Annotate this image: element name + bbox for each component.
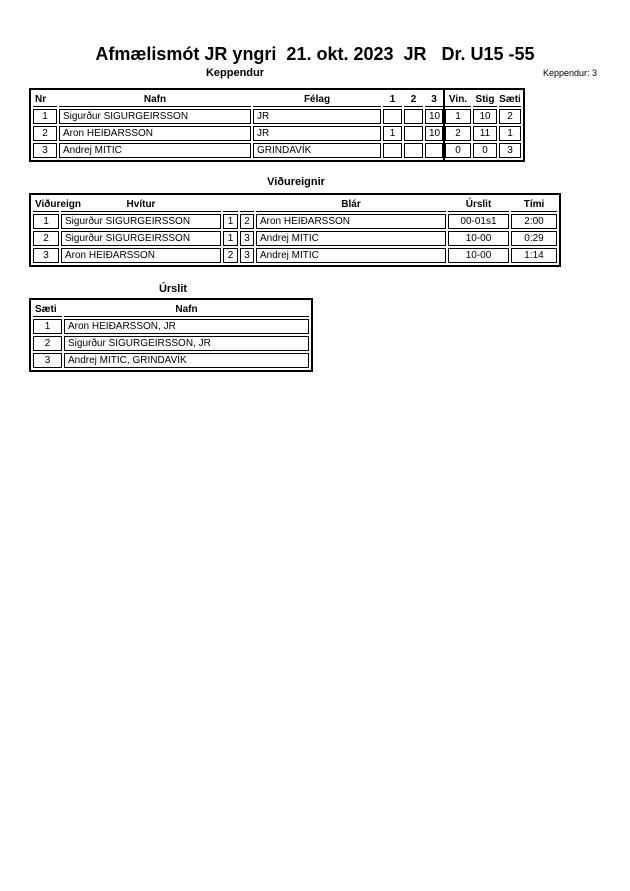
urslit-table [29,298,313,372]
cell-round3: 10 [425,109,443,124]
cell-blar: Aron HEIÐARSSON [256,214,446,229]
cell-round3: 10 [425,126,443,141]
keppendur-section-title: Keppendur [205,67,265,79]
cell-vin: 0 [445,143,471,158]
table-row [33,353,309,368]
cell-saeti: 3 [33,353,62,368]
cell-saeti: 3 [499,143,521,158]
cell-match-nr: 2 [33,231,59,246]
cell-round3 [425,143,443,158]
cell-felag: GRINDAVÍK [253,143,381,158]
col-header-hvitur: Hvítur [61,197,221,212]
cell-nr: 3 [33,143,57,158]
col-header-blar-nr [240,197,254,212]
cell-round2 [404,143,423,158]
cell-felag: JR [253,126,381,141]
cell-saeti: 2 [33,336,62,351]
competitor-count-label: Keppendur: 3 [542,68,597,78]
cell-saeti: 2 [499,109,521,124]
col-header-stig: Stig [473,92,497,107]
table-row [33,248,557,263]
cell-hvitur: Sigurður SIGURGEIRSSON [61,231,221,246]
table-row [33,126,521,141]
header-row [33,197,557,212]
cell-timi: 0:29 [511,231,557,246]
cell-hvitur: Sigurður SIGURGEIRSSON [61,214,221,229]
page-title: Afmælismót JR yngri 21. okt. 2023 JR Dr. U15 -55 [95,44,535,64]
cell-nafn: Sigurður SIGURGEIRSSON, JR [64,336,309,351]
cell-blar: Andrej MITIC [256,248,446,263]
cell-match-nr: 3 [33,248,59,263]
urslit-table-grid [29,298,313,372]
col-header-timi: Tími [511,197,557,212]
col-header-saeti: Sæti [33,302,62,317]
cell-nafn: Aron HEIÐARSSON, JR [64,319,309,334]
cell-hvitur-nr: 2 [223,248,238,263]
cell-vin: 1 [445,109,471,124]
cell-blar: Andrej MITIC [256,231,446,246]
cell-blar-nr: 3 [240,231,254,246]
table-row [33,231,557,246]
cell-hvitur-nr: 1 [223,231,238,246]
cell-stig: 10 [473,109,497,124]
cell-round2 [404,126,423,141]
table-row [33,214,557,229]
col-header-saeti: Sæti [499,92,521,107]
cell-urslit: 10-00 [448,231,509,246]
cell-stig: 11 [473,126,497,141]
col-header-vidureign: Viðureign [33,197,59,212]
cell-round1: 1 [383,126,402,141]
urslit-section-title: Úrslit [158,283,188,295]
cell-round1 [383,143,402,158]
cell-round1 [383,109,402,124]
col-header-round3: 3 [425,92,443,107]
vidureignir-table-grid [29,193,561,267]
cell-hvitur-nr: 1 [223,214,238,229]
cell-round2 [404,109,423,124]
header-row [33,302,309,317]
cell-nafn: Aron HEIÐARSSON [59,126,251,141]
keppendur-table-grid [29,88,525,162]
col-header-hvitur-nr [223,197,238,212]
cell-nr: 2 [33,126,57,141]
col-header-blar: Blár [256,197,446,212]
col-header-vin: Vin. [445,92,471,107]
table-row [33,319,309,334]
cell-nafn: Andrej MITIC [59,143,251,158]
cell-nr: 1 [33,109,57,124]
col-header-felag: Félag [253,92,381,107]
cell-timi: 1:14 [511,248,557,263]
cell-nafn: Sigurður SIGURGEIRSSON [59,109,251,124]
col-header-nr: Nr [33,92,57,107]
cell-blar-nr: 2 [240,214,254,229]
table-row [33,336,309,351]
cell-hvitur: Aron HEIÐARSSON [61,248,221,263]
cell-timi: 2:00 [511,214,557,229]
header-row [33,92,521,107]
cell-blar-nr: 3 [240,248,254,263]
vidureignir-section-title: Viðureignir [267,176,325,188]
col-header-nafn: Nafn [64,302,309,317]
keppendur-table [29,88,525,162]
vidureignir-table [29,193,561,267]
cell-urslit: 10-00 [448,248,509,263]
cell-nafn: Andrej MITIC, GRINDAVÍK [64,353,309,368]
col-header-round1: 1 [383,92,402,107]
score-group-divider [443,88,445,162]
cell-stig: 0 [473,143,497,158]
cell-urslit: 00-01s1 [448,214,509,229]
col-header-urslit: Úrslit [448,197,509,212]
table-row [33,109,521,124]
col-header-nafn: Nafn [59,92,251,107]
cell-vin: 2 [445,126,471,141]
cell-saeti: 1 [499,126,521,141]
col-header-round2: 2 [404,92,423,107]
table-row [33,143,521,158]
cell-match-nr: 1 [33,214,59,229]
cell-felag: JR [253,109,381,124]
cell-saeti: 1 [33,319,62,334]
